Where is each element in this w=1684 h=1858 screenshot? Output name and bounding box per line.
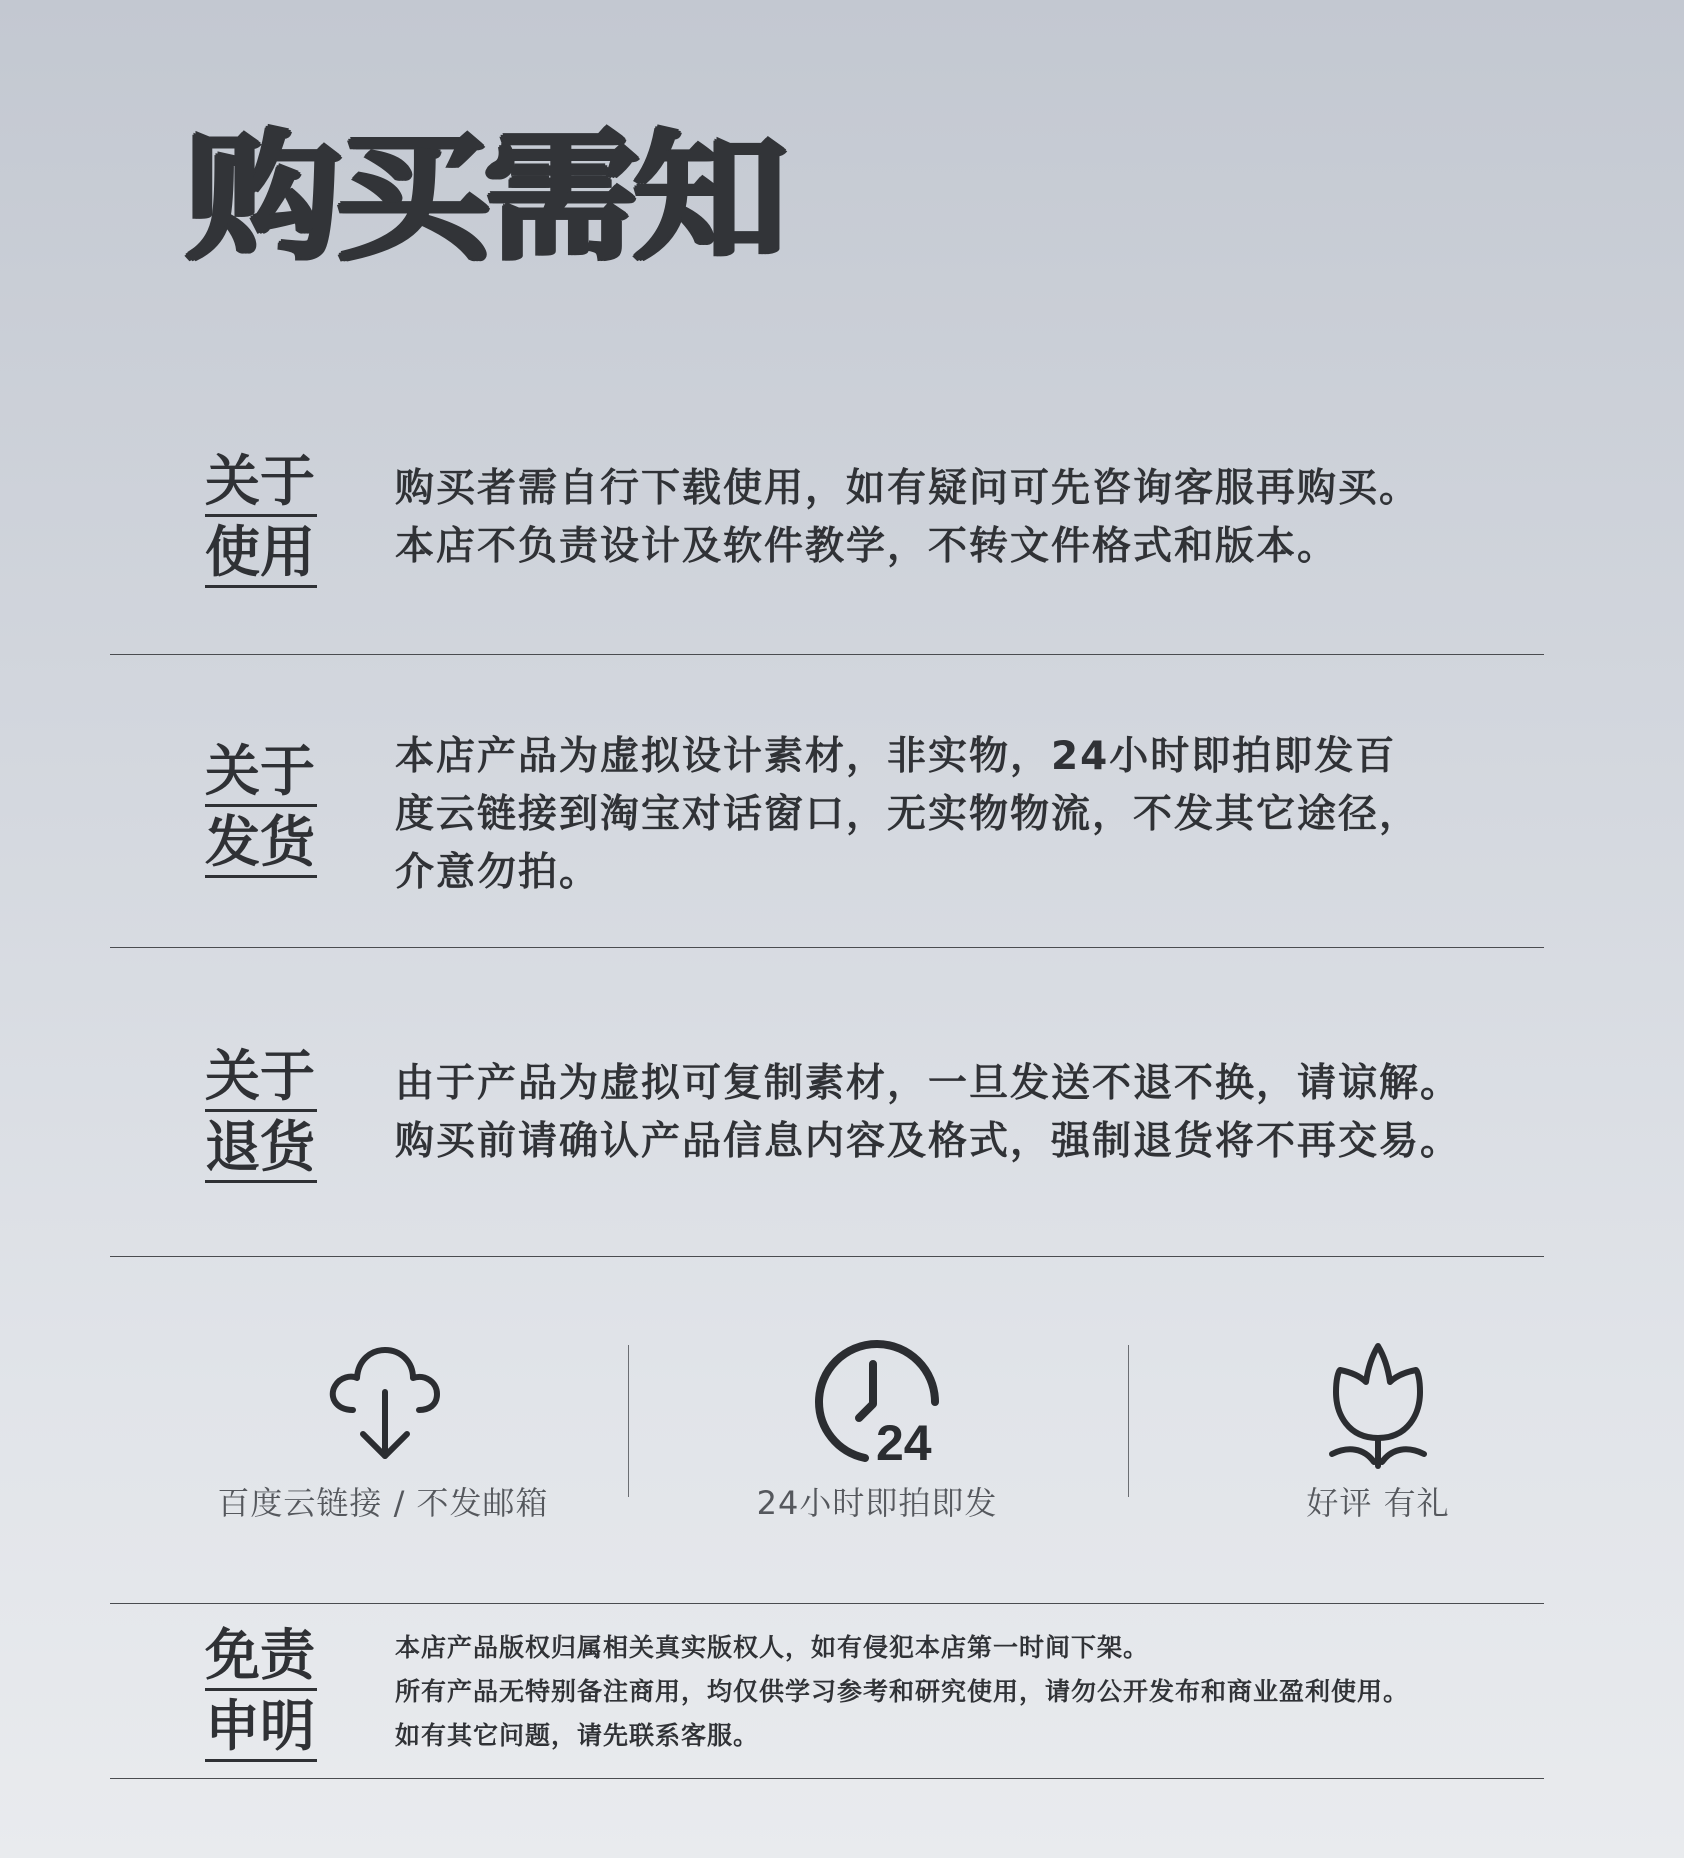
- section-label-line2: 使用: [205, 519, 317, 588]
- clock-24-icon: [807, 1330, 947, 1470]
- section-label-line1: 关于: [205, 1043, 317, 1112]
- clock-24-label: 24: [876, 1415, 932, 1470]
- section-label-shipping: [205, 738, 317, 880]
- feature-caption: 24小时即拍即发: [756, 1484, 998, 1522]
- disclaimer-text: [395, 1626, 1575, 1758]
- section-label-line1: 关于: [205, 738, 317, 807]
- divider: [110, 1778, 1544, 1779]
- feature-caption: 好评 有礼: [1306, 1484, 1450, 1522]
- section-label-returns: [205, 1043, 317, 1185]
- section-text-shipping: 本店产品为虚拟设计素材，非实物，24小时即拍即发百 度云链接到淘宝对话窗口，无实物物流，不发其它途径， 介意勿拍。: [395, 734, 1421, 895]
- disclaimer-label-line2: 申明: [205, 1693, 317, 1762]
- disclaimer-label-line1: 免责: [205, 1622, 317, 1691]
- feature-caption: 百度云链接 / 不发邮箱: [217, 1484, 549, 1522]
- vertical-divider: [1128, 1345, 1129, 1497]
- section-label-line2: 发货: [205, 809, 317, 878]
- feature-24h: [667, 1330, 1087, 1524]
- feature-cloud-link: [173, 1330, 593, 1524]
- disclaimer-line: 所有产品无特别备注商用，均仅供学习参考和研究使用，请勿公开发布和商业盈利使用。: [395, 1677, 1410, 1706]
- section-label-usage: [205, 448, 317, 590]
- tulip-icon: [1308, 1330, 1448, 1470]
- section-label-line2: 退货: [205, 1114, 317, 1183]
- vertical-divider: [628, 1345, 629, 1497]
- divider: [110, 947, 1544, 948]
- disclaimer-line: 如有其它问题，请先联系客服。: [395, 1721, 760, 1750]
- cloud-download-icon: [313, 1330, 453, 1470]
- divider: [110, 1256, 1544, 1257]
- divider: [110, 1603, 1544, 1604]
- feature-review-gift: [1168, 1330, 1588, 1524]
- section-label-line1: 关于: [205, 448, 317, 517]
- divider: [110, 654, 1544, 655]
- section-text-usage: 购买者需自行下载使用，如有疑问可先咨询客服再购买。 本店不负责设计及软件教学，不转文件格式和版本。: [395, 466, 1421, 569]
- page-title: 购买需知: [186, 116, 782, 279]
- disclaimer-label: [205, 1622, 317, 1764]
- disclaimer-line: 本店产品版权归属相关真实版权人，如有侵犯本店第一时间下架。: [395, 1633, 1150, 1662]
- section-text-returns: 由于产品为虚拟可复制素材，一旦发送不退不换，请谅解。 购买前请确认产品信息内容及格式，强制退货将不再交易。: [395, 1061, 1462, 1164]
